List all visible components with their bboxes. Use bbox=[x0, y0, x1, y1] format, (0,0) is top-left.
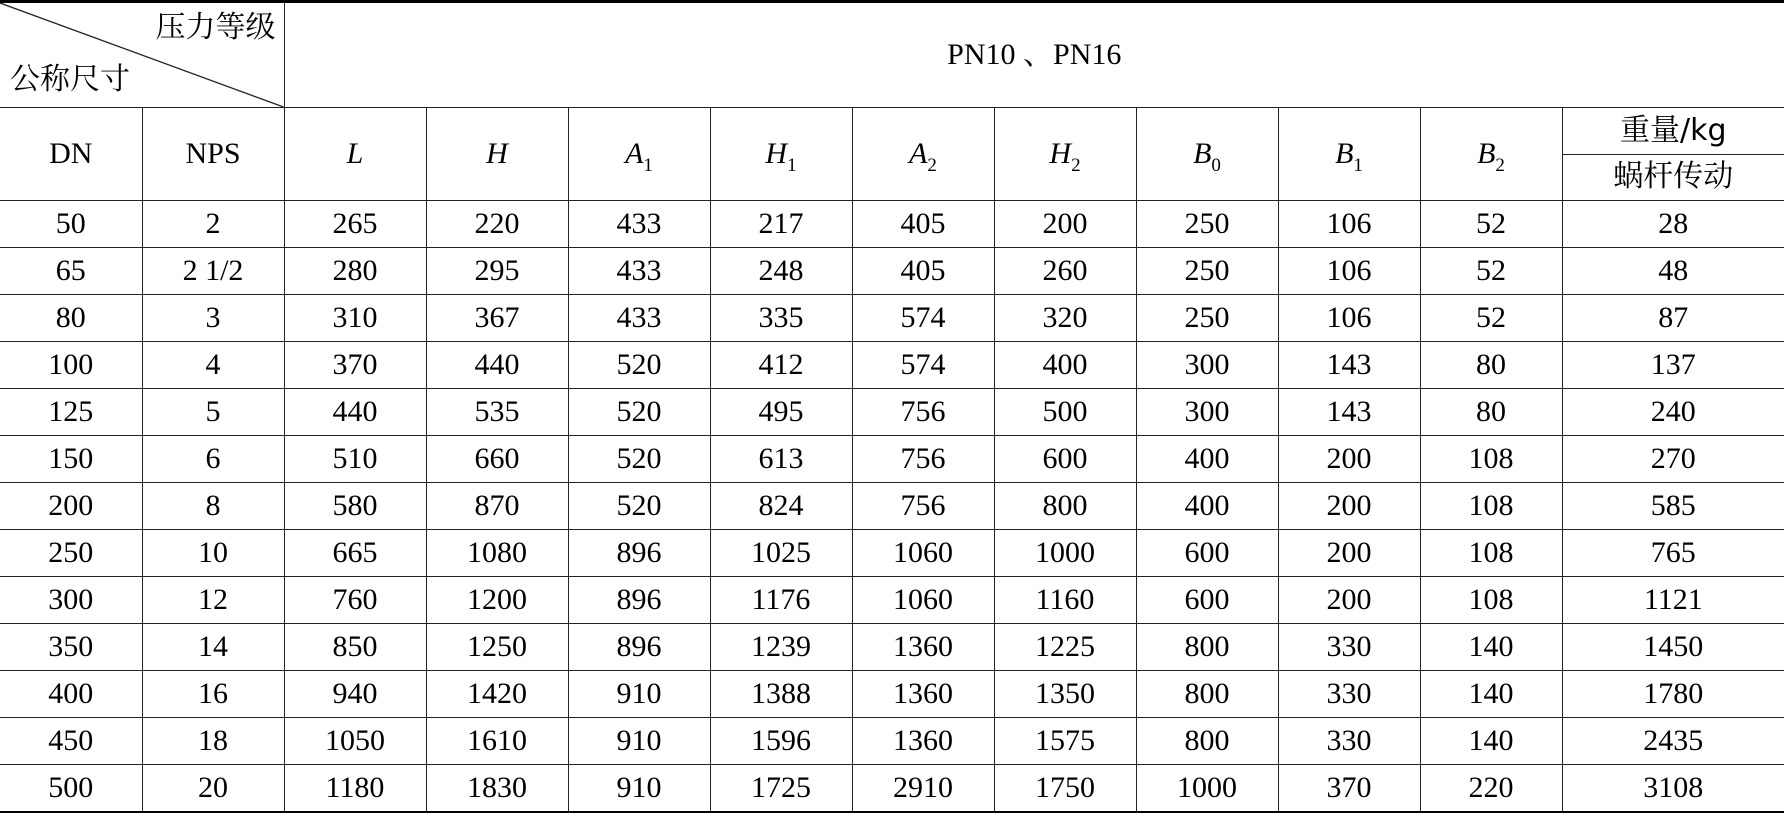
nominal-size-label: 公称尺寸 bbox=[10, 62, 130, 97]
table-cell: 940 bbox=[284, 671, 426, 718]
column-header bbox=[710, 108, 852, 201]
table-cell: 660 bbox=[426, 436, 568, 483]
table-cell: 1360 bbox=[852, 671, 994, 718]
table-cell: 320 bbox=[994, 295, 1136, 342]
table-row bbox=[0, 389, 1784, 436]
column-header bbox=[568, 108, 710, 201]
table-cell: 1610 bbox=[426, 718, 568, 765]
column-header-symbol: L bbox=[346, 137, 364, 170]
table-cell: 280 bbox=[284, 248, 426, 295]
table-cell: 108 bbox=[1420, 577, 1562, 624]
table-cell: 520 bbox=[568, 389, 710, 436]
table-cell: 10 bbox=[142, 530, 284, 577]
worm-drive-label: 蜗杆传动 bbox=[1613, 159, 1734, 195]
table-cell: 1000 bbox=[994, 530, 1136, 577]
table-cell: 1060 bbox=[852, 577, 994, 624]
column-header-symbol: B bbox=[1193, 137, 1212, 170]
weight-label: 重量/kg bbox=[1563, 108, 1784, 155]
table-cell: 665 bbox=[284, 530, 426, 577]
table-cell: 440 bbox=[426, 342, 568, 389]
table-cell: 896 bbox=[568, 624, 710, 671]
table-row bbox=[0, 530, 1784, 577]
table-cell: 585 bbox=[1562, 483, 1784, 530]
table-cell: 1360 bbox=[852, 624, 994, 671]
table-cell: 613 bbox=[710, 436, 852, 483]
table-cell: 3108 bbox=[1562, 765, 1784, 813]
column-header-row bbox=[0, 108, 1784, 201]
table-cell: 350 bbox=[0, 624, 142, 671]
table-cell: 310 bbox=[284, 295, 426, 342]
table-cell: 2 1/2 bbox=[142, 248, 284, 295]
table-row bbox=[0, 671, 1784, 718]
table-cell: 106 bbox=[1278, 248, 1420, 295]
table-cell: 440 bbox=[284, 389, 426, 436]
table-cell: 910 bbox=[568, 671, 710, 718]
table-cell: 600 bbox=[994, 436, 1136, 483]
table-cell: 433 bbox=[568, 295, 710, 342]
table-row bbox=[0, 577, 1784, 624]
table-cell: 510 bbox=[284, 436, 426, 483]
table-cell: 520 bbox=[568, 342, 710, 389]
table-cell: 140 bbox=[1420, 624, 1562, 671]
table-cell: 8 bbox=[142, 483, 284, 530]
table-cell: 80 bbox=[0, 295, 142, 342]
table-cell: 248 bbox=[710, 248, 852, 295]
table-cell: 1596 bbox=[710, 718, 852, 765]
table-cell: 3 bbox=[142, 295, 284, 342]
table-cell: 200 bbox=[1278, 530, 1420, 577]
table-cell: 125 bbox=[0, 389, 142, 436]
table-cell: 1176 bbox=[710, 577, 852, 624]
table-cell: 370 bbox=[284, 342, 426, 389]
table-cell: 896 bbox=[568, 577, 710, 624]
table-row bbox=[0, 718, 1784, 765]
table-cell: 1575 bbox=[994, 718, 1136, 765]
table-cell: 370 bbox=[1278, 765, 1420, 813]
table-cell: 1830 bbox=[426, 765, 568, 813]
column-header bbox=[284, 108, 426, 201]
table-cell: 18 bbox=[142, 718, 284, 765]
table-cell: 106 bbox=[1278, 295, 1420, 342]
table-cell: 574 bbox=[852, 342, 994, 389]
table-cell: 520 bbox=[568, 436, 710, 483]
table-cell: 756 bbox=[852, 483, 994, 530]
table-cell: 580 bbox=[284, 483, 426, 530]
table-cell: 760 bbox=[284, 577, 426, 624]
column-header-subscript: 0 bbox=[1211, 155, 1221, 176]
column-header bbox=[1136, 108, 1278, 201]
table-cell: 300 bbox=[1136, 389, 1278, 436]
table-cell: 495 bbox=[710, 389, 852, 436]
column-header-subscript: 1 bbox=[787, 155, 797, 176]
table-cell: 1121 bbox=[1562, 577, 1784, 624]
table-cell: 48 bbox=[1562, 248, 1784, 295]
table-cell: 240 bbox=[1562, 389, 1784, 436]
table-row bbox=[0, 295, 1784, 342]
table-cell: 1225 bbox=[994, 624, 1136, 671]
table-cell: 400 bbox=[1136, 483, 1278, 530]
table-cell: 200 bbox=[1278, 436, 1420, 483]
pressure-header-row bbox=[0, 2, 1784, 108]
table-cell: 52 bbox=[1420, 201, 1562, 248]
column-header bbox=[0, 108, 142, 201]
table-cell: 220 bbox=[1420, 765, 1562, 813]
table-cell: 433 bbox=[568, 248, 710, 295]
table-cell: 800 bbox=[994, 483, 1136, 530]
table-cell: 270 bbox=[1562, 436, 1784, 483]
column-header-subscript: 2 bbox=[1071, 155, 1081, 176]
table-cell: 200 bbox=[0, 483, 142, 530]
table-cell: 52 bbox=[1420, 248, 1562, 295]
table-cell: 1050 bbox=[284, 718, 426, 765]
table-cell: 870 bbox=[426, 483, 568, 530]
table-cell: 405 bbox=[852, 248, 994, 295]
column-header bbox=[852, 108, 994, 201]
table-cell: 295 bbox=[426, 248, 568, 295]
table-cell: 250 bbox=[1136, 248, 1278, 295]
column-header-symbol: H bbox=[765, 137, 788, 170]
table-cell: 143 bbox=[1278, 389, 1420, 436]
column-header-symbol: DN bbox=[49, 137, 93, 170]
table-cell: 200 bbox=[1278, 483, 1420, 530]
table-cell: 52 bbox=[1420, 295, 1562, 342]
column-header-symbol: A bbox=[909, 137, 928, 170]
table-cell: 2 bbox=[142, 201, 284, 248]
table-cell: 2435 bbox=[1562, 718, 1784, 765]
table-cell: 6 bbox=[142, 436, 284, 483]
table-cell: 1360 bbox=[852, 718, 994, 765]
table-cell: 600 bbox=[1136, 577, 1278, 624]
table-cell: 108 bbox=[1420, 483, 1562, 530]
column-header-subscript: 2 bbox=[1495, 155, 1505, 176]
table-cell: 1000 bbox=[1136, 765, 1278, 813]
table-cell: 1200 bbox=[426, 577, 568, 624]
table-cell: 433 bbox=[568, 201, 710, 248]
table-cell: 1420 bbox=[426, 671, 568, 718]
table-cell: 367 bbox=[426, 295, 568, 342]
table-row bbox=[0, 342, 1784, 389]
table-cell: 5 bbox=[142, 389, 284, 436]
table-cell: 1725 bbox=[710, 765, 852, 813]
column-header bbox=[142, 108, 284, 201]
table-cell: 330 bbox=[1278, 671, 1420, 718]
table-cell: 574 bbox=[852, 295, 994, 342]
table-cell: 108 bbox=[1420, 530, 1562, 577]
table-cell: 20 bbox=[142, 765, 284, 813]
table-cell: 106 bbox=[1278, 201, 1420, 248]
table-cell: 1160 bbox=[994, 577, 1136, 624]
column-header-subscript: 1 bbox=[1353, 155, 1363, 176]
table-cell: 756 bbox=[852, 436, 994, 483]
table-cell: 1180 bbox=[284, 765, 426, 813]
table-cell: 250 bbox=[1136, 201, 1278, 248]
diagonal-header-cell bbox=[0, 2, 284, 108]
column-header bbox=[994, 108, 1136, 201]
table-cell: 108 bbox=[1420, 436, 1562, 483]
pressure-class-label: 压力等级 bbox=[155, 10, 276, 45]
weight-header-cell bbox=[1562, 108, 1784, 201]
table-cell: 850 bbox=[284, 624, 426, 671]
table-cell: 200 bbox=[1278, 577, 1420, 624]
table-cell: 217 bbox=[710, 201, 852, 248]
table-row bbox=[0, 248, 1784, 295]
column-header-symbol: H bbox=[486, 137, 508, 170]
table-cell: 600 bbox=[1136, 530, 1278, 577]
table-cell: 143 bbox=[1278, 342, 1420, 389]
table-cell: 250 bbox=[1136, 295, 1278, 342]
table-cell: 65 bbox=[0, 248, 142, 295]
table-cell: 16 bbox=[142, 671, 284, 718]
table-cell: 260 bbox=[994, 248, 1136, 295]
table-cell: 910 bbox=[568, 718, 710, 765]
table-cell: 150 bbox=[0, 436, 142, 483]
table-cell: 87 bbox=[1562, 295, 1784, 342]
table-cell: 265 bbox=[284, 201, 426, 248]
column-header-symbol: A bbox=[625, 137, 644, 170]
table-cell: 800 bbox=[1136, 718, 1278, 765]
column-header-subscript: 2 bbox=[927, 155, 937, 176]
column-header-symbol: B bbox=[1335, 137, 1354, 170]
table-cell: 1350 bbox=[994, 671, 1136, 718]
table-cell: 100 bbox=[0, 342, 142, 389]
table-cell: 300 bbox=[1136, 342, 1278, 389]
table-cell: 250 bbox=[0, 530, 142, 577]
table-row bbox=[0, 624, 1784, 671]
table-cell: 824 bbox=[710, 483, 852, 530]
table-cell: 500 bbox=[0, 765, 142, 813]
table-cell: 800 bbox=[1136, 624, 1278, 671]
table-cell: 50 bbox=[0, 201, 142, 248]
table-cell: 330 bbox=[1278, 718, 1420, 765]
table-cell: 1239 bbox=[710, 624, 852, 671]
column-header bbox=[1420, 108, 1562, 201]
table-cell: 137 bbox=[1562, 342, 1784, 389]
table-cell: 28 bbox=[1562, 201, 1784, 248]
table-cell: 765 bbox=[1562, 530, 1784, 577]
table-row bbox=[0, 483, 1784, 530]
column-header-symbol: NPS bbox=[185, 137, 241, 170]
table-cell: 500 bbox=[994, 389, 1136, 436]
column-header-symbol: H bbox=[1049, 137, 1072, 170]
table-cell: 1450 bbox=[1562, 624, 1784, 671]
table-cell: 220 bbox=[426, 201, 568, 248]
table-cell: 80 bbox=[1420, 342, 1562, 389]
table-cell: 140 bbox=[1420, 718, 1562, 765]
table-cell: 2910 bbox=[852, 765, 994, 813]
column-header-symbol: B bbox=[1477, 137, 1496, 170]
table-cell: 400 bbox=[1136, 436, 1278, 483]
table-cell: 450 bbox=[0, 718, 142, 765]
table-cell: 80 bbox=[1420, 389, 1562, 436]
column-header bbox=[426, 108, 568, 201]
table-cell: 14 bbox=[142, 624, 284, 671]
table-cell: 12 bbox=[142, 577, 284, 624]
table-cell: 330 bbox=[1278, 624, 1420, 671]
table-cell: 200 bbox=[994, 201, 1136, 248]
table-cell: 1750 bbox=[994, 765, 1136, 813]
table-cell: 1780 bbox=[1562, 671, 1784, 718]
table-cell: 896 bbox=[568, 530, 710, 577]
table-cell: 140 bbox=[1420, 671, 1562, 718]
table-cell: 1060 bbox=[852, 530, 994, 577]
table-row bbox=[0, 436, 1784, 483]
table-cell: 800 bbox=[1136, 671, 1278, 718]
pressure-values-header: PN10 、PN16 bbox=[284, 2, 1784, 108]
table-cell: 4 bbox=[142, 342, 284, 389]
table-cell: 1080 bbox=[426, 530, 568, 577]
table-row bbox=[0, 201, 1784, 248]
table-cell: 1250 bbox=[426, 624, 568, 671]
table-cell: 400 bbox=[994, 342, 1136, 389]
table-cell: 756 bbox=[852, 389, 994, 436]
table-row bbox=[0, 765, 1784, 813]
table-cell: 300 bbox=[0, 577, 142, 624]
table-cell: 405 bbox=[852, 201, 994, 248]
table-cell: 400 bbox=[0, 671, 142, 718]
table-cell: 412 bbox=[710, 342, 852, 389]
column-header-subscript: 1 bbox=[643, 155, 653, 176]
column-header bbox=[1278, 108, 1420, 201]
table-cell: 335 bbox=[710, 295, 852, 342]
table-cell: 535 bbox=[426, 389, 568, 436]
table-cell: 520 bbox=[568, 483, 710, 530]
table-cell: 1025 bbox=[710, 530, 852, 577]
table-cell: 1388 bbox=[710, 671, 852, 718]
table-cell: 910 bbox=[568, 765, 710, 813]
